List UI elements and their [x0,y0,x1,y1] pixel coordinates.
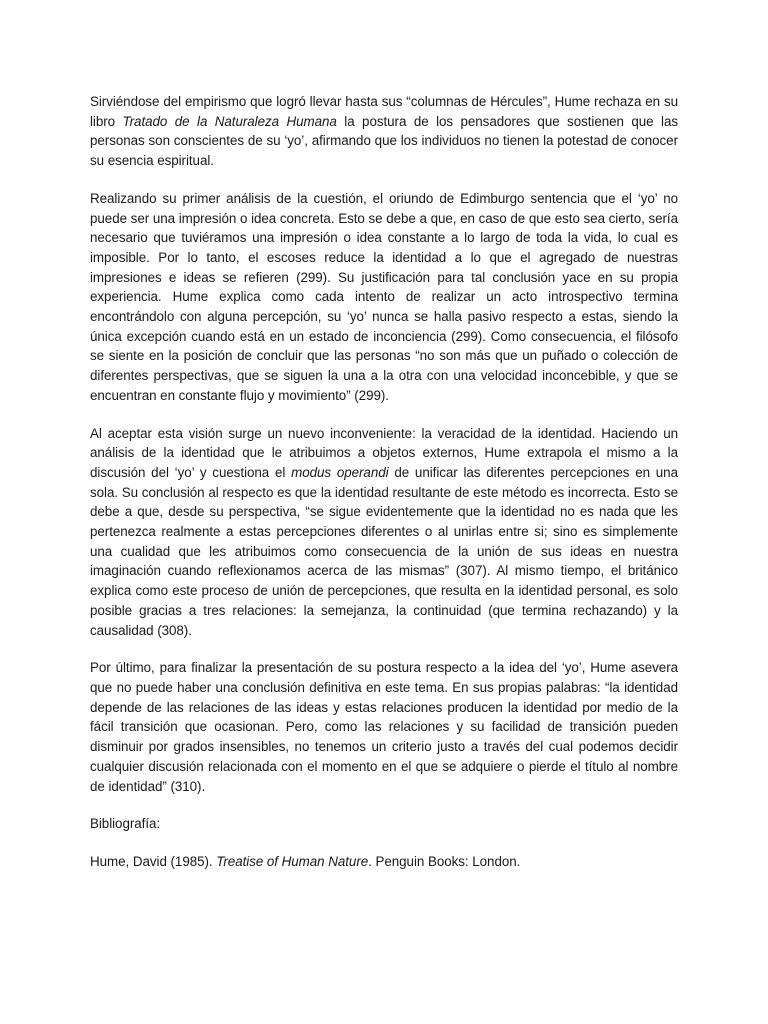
text-run: . Penguin Books: London. [368,853,521,869]
paragraph-3 [90,424,678,641]
text-run: de unificar las diferentes percepciones en una sola. Su conclusión al respecto es que la identidad resultante de este método es incorrecta. Esto se debe a que, desde su perspectiva, “se sigue evidentemente que la identidad no es nada que les pertenezca realmente a estas percepciones diferentes o al unirlas entre si; sino es simplemente una cualidad que les atribuimos como consecuencia de la unión de sus ideas en nuestra imaginación cuando reflexionamos acerca de las mismas” (307). Al mismo tiempo, el británico explica como este proceso de unión de percepciones, que resulta en la identidad personal, es solo posible gracias a tres relaciones: la semejanza, la continuidad (que termina rechazando) y la causalidad (308). [90,464,678,638]
paragraph-1 [90,92,678,171]
paragraph-2 [90,189,678,406]
italic-text-run: Tratado de la Naturaleza Humana [122,113,337,129]
text-run: Sirviéndose del empirismo que logró llevar hasta sus “columnas de Hércules”, Hume rechaza en su libro [90,94,678,129]
document-page [90,92,678,872]
italic-text-run: modus operandi [291,464,389,480]
text-run: Por último, para finalizar la presentación de su postura respecto a la idea del ‘yo’, Hume asevera que no puede haber una conclusión definitiva en este tema. En sus propias palabras: “la identidad depende de las relaciones de las ideas y estas relaciones producen la identidad por medio de la fácil transición que ocasionan. Pero, como las relaciones y su facilidad de transición pueden disminuir por grados insensibles, no tenemos un criterio justo a través del cual podemos decidir cualquier discusión relacionada con el momento en el que se adquiere o pierde el título al nombre de identidad” (310). [90,660,678,794]
text-run: Realizando su primer análisis de la cuestión, el oriundo de Edimburgo sentencia que el ‘yo’ no puede ser una impresión o idea concreta. Esto se debe a que, en caso de que esto sea cierto, sería necesario que tuviéramos una impresión o idea constante a lo largo de toda la vida, lo cual es imposible. Por lo tanto, el escoses reduce la identidad a lo que el agregado de nuestras impresiones e ideas se refieren (299). Su justificación para tal conclusión yace en su propia experiencia. Hume explica como cada intento de realizar un acto introspectivo termina encontrándolo con alguna percepción, su ‘yo’ nunca se halla pasivo respecto a estas, siendo la única excepción cuando está en un estado de inconciencia (299). Como consecuencia, el filósofo se siente en la posición de concluir que las personas “no son más que un puñado o colección de diferentes perspectivas, que se siguen la una a la otra con una velocidad inconcebible, y que se encuentran en constante flujo y movimiento” (299). [90,190,678,403]
text-run: Al aceptar esta visión surge un nuevo inconveniente: la veracidad de la identidad. Haciendo un análisis de la identidad que le atribuimos a objetos externos, Hume extrapola el mismo a la discusión del ‘yo’ y cuestiona el [90,425,678,480]
bibliography-heading: Bibliografía: [90,816,161,832]
bibliography-entry [90,852,678,872]
paragraph-4 [90,658,678,796]
text-run: Hume, David (1985). [90,853,217,869]
text-run: la postura de los pensadores que sostienen que las personas son conscientes de su ‘yo’, afirmando que los individuos no tienen la potestad de conocer su esencia espiritual. [90,113,678,169]
italic-text-run: Treatise of Human Nature [216,853,369,869]
